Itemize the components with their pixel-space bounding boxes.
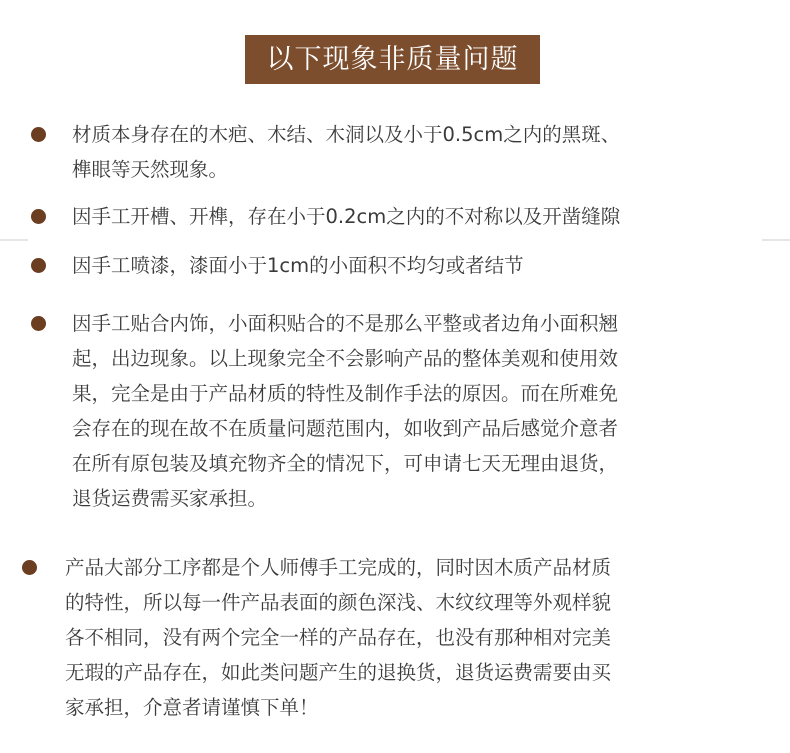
text-line: 果，完全是由于产品材质的特性及制作手法的原因。而在所难免 [72, 382, 619, 405]
text-line: 家承担，介意者请谨慎下单！ [65, 696, 319, 719]
text-line: 因手工贴合内饰，小面积贴合的不是那么平整或者边角小面积翘 [72, 312, 619, 335]
text-line: 各不相同，没有两个完全一样的产品存在，也没有那种相对完美 [65, 626, 612, 649]
text-line: 会存在的现在故不在质量问题范围内，如收到产品后感觉介意者 [72, 417, 619, 440]
text-line: 榫眼等天然现象。 [72, 158, 229, 181]
text-line: 产品大部分工序都是个人师傅手工完成的，同时因木质产品材质 [65, 556, 612, 579]
text-line: 退货运费需买家承担。 [72, 487, 268, 510]
list-item-text [72, 306, 618, 516]
list-item-text [72, 199, 620, 234]
bullet-dot-icon [31, 209, 46, 224]
text-line: 因手工喷漆，漆面小于1cm的小面积不均匀或者结节 [72, 254, 524, 277]
text-line: 因手工开槽、开榫，存在小于0.2cm之内的不对称以及开凿缝隙 [72, 205, 621, 228]
bullet-dot-icon [31, 258, 46, 273]
page-title: 以下现象非质量问题 [245, 35, 540, 84]
left-divider [0, 239, 28, 241]
right-divider [762, 239, 790, 241]
text-line: 的特性，所以每一件产品表面的颜色深浅、木纹纹理等外观样貌 [65, 591, 612, 614]
bullet-dot-icon [31, 127, 46, 142]
list-item-text [72, 248, 524, 283]
text-line: 起，出边现象。以上现象完全不会影响产品的整体美观和使用效 [72, 347, 619, 370]
text-line: 材质本身存在的木疤、木结、木洞以及小于0.5cm之内的黑斑、 [72, 123, 621, 146]
list-item-text [65, 550, 611, 725]
list-item-text [72, 117, 620, 187]
text-line: 无瑕的产品存在，如此类问题产生的退换货，退货运费需要由买 [65, 661, 612, 684]
text-line: 在所有原包装及填充物齐全的情况下，可申请七天无理由退货， [72, 452, 619, 475]
bullet-dot-icon [22, 560, 37, 575]
bullet-dot-icon [31, 316, 46, 331]
